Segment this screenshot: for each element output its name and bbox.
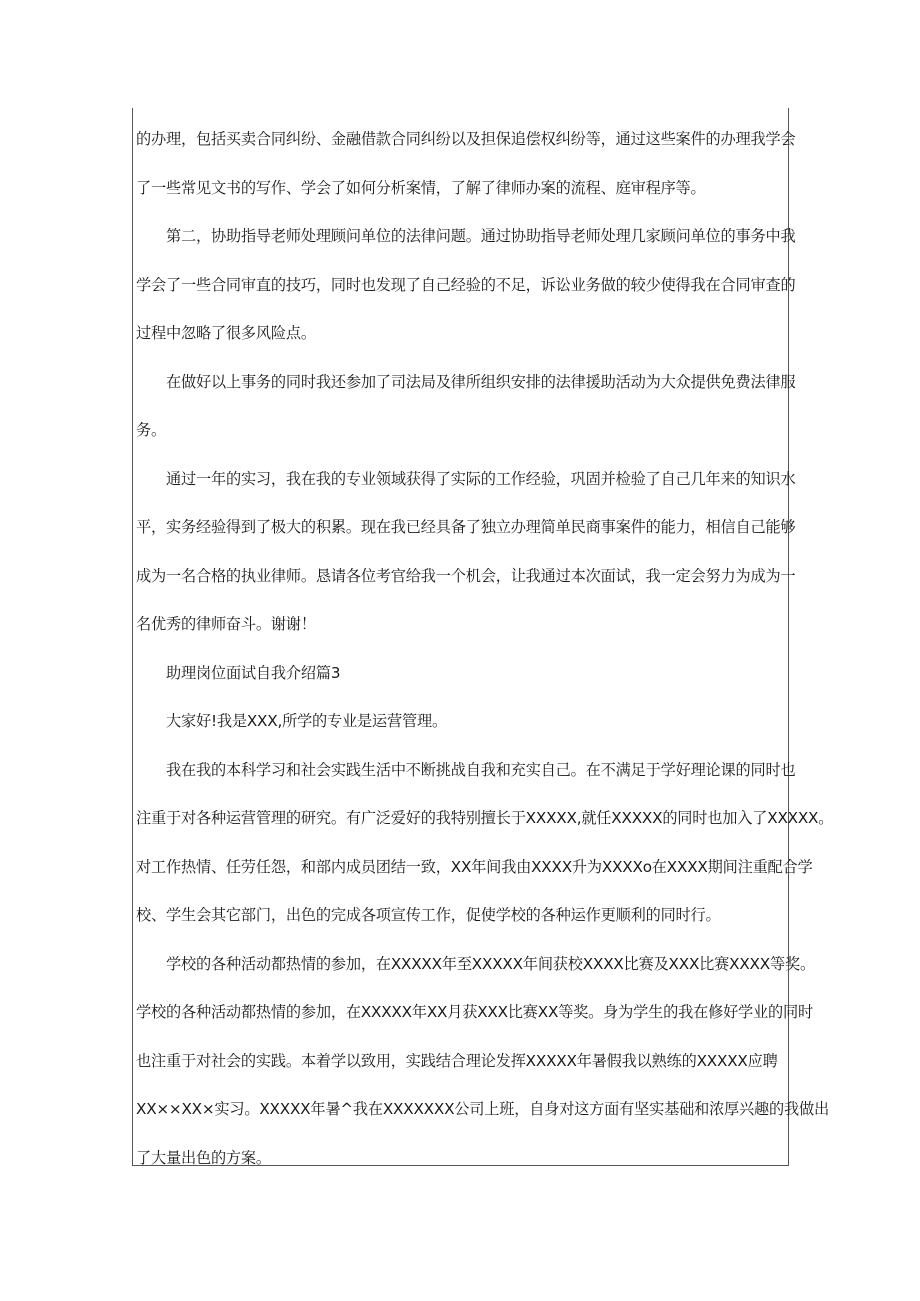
text-line: 了大量出色的方案。 [136, 1148, 271, 1167]
text-line: 注重于对各种运营管理的研究。有广泛爱好的我特别擅长于XXXXX,就任XXXXX的同时也加入了XXXXX。 [136, 809, 834, 827]
text-line: 的办理，包括买卖合同纠纷、金融借款合同纠纷以及担保追偿权纠纷等，通过这些案件的办理我学会 [136, 130, 796, 148]
text-line: 学会了一些合同审直的技巧，同时也发现了自己经验的不足，诉讼业务做的较少使得我在合同审查的 [136, 275, 796, 294]
text-line: 校、学生会其它部门，出色的完成各项宣传工作，促使学校的各种运作更顺利的同时行。 [136, 906, 721, 924]
document-body [136, 124, 834, 1191]
text-line: 了一些常见文书的写作、学会了如何分析案情，了解了律师办案的流程、庭审程序等。 [136, 178, 706, 197]
paragraph-start-line: 大家好!我是XXX,所学的专业是运营管理。 [166, 712, 447, 730]
paragraph-start-line: 学校的各种活动都热情的参加，在XXXXX年至XXXXX年间获校XXXX比赛及XXX比赛XXXX等奖。 [166, 954, 815, 973]
text-line: 学校的各种活动都热情的参加，在XXXXX年XX月获XXX比赛XX等奖。身为学生的我在修好学业的同时 [136, 1003, 813, 1021]
text-line: 过程中忽略了很多风险点。 [136, 324, 316, 342]
text-line: XX××XX×实习。XXXXX年暑^我在XXXXXXX公司上班，自身对这方面有坚实基础和浓厚兴趣的我做出 [136, 1100, 829, 1118]
text-line: 成为一名合格的执业律师。恳请各位考官给我一个机会，让我通过本次面试，我一定会努力为成为一 [136, 566, 796, 585]
paragraph-start-line: 在做好以上事务的同时我还参加了司法局及律所组织安排的法律援助活动为大众提供免费法律服 [166, 372, 796, 391]
paragraph-start-line: 我在我的本科学习和社会实践生活中不断挑战自我和充实自己。在不满足于学好理论课的同时也 [166, 760, 796, 779]
text-line: 平，实务经验得到了极大的积累。现在我已经具备了独立办理简单民商事案件的能力，相信自己能够 [136, 518, 796, 536]
text-line: 对工作热情、任劳任怨，和部内成员团结一致，XX年间我由XXXX升为XXXXo在XXXX期间注重配合学 [136, 857, 813, 876]
text-line: 也注重于对社会的实践。本着学以致用，实践结合理论发挥XXXXX年暑假我以熟练的XXXXX应聘 [136, 1051, 778, 1070]
text-line: 名优秀的律师奋斗。谢谢！ [136, 615, 316, 633]
section-heading: 助理岗位面试自我介绍篇3 [166, 663, 341, 682]
paragraph-start-line: 第二，协助指导老师处理顾问单位的法律问题。通过协助指导老师处理几家顾问单位的事务中我 [166, 227, 796, 245]
text-line: 务。 [136, 421, 166, 439]
paragraph-start-line: 通过一年的实习，我在我的专业领域获得了实际的工作经验，巩固并检验了自己几年来的知识水 [166, 469, 796, 488]
